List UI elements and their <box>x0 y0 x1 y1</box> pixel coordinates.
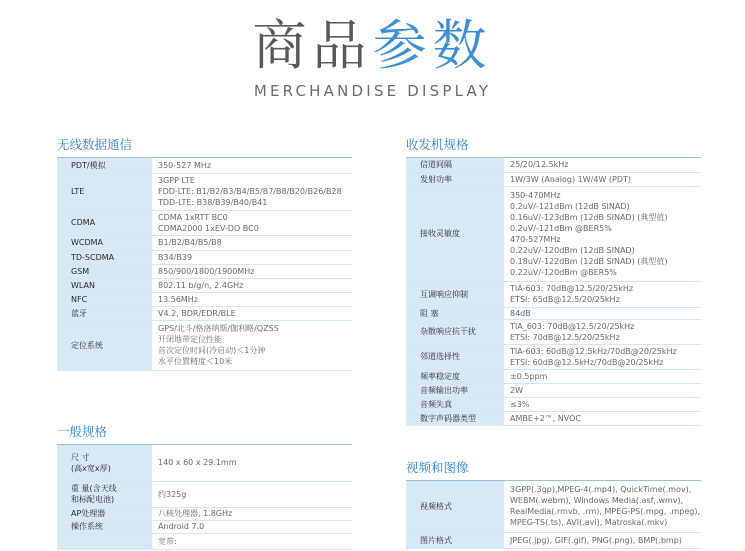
spec-row <box>57 507 352 520</box>
general-section <box>57 423 352 550</box>
spec-value-line: Android 7.0 <box>158 522 205 531</box>
spec-key <box>406 397 504 411</box>
spec-key-text: WLAN <box>71 280 96 290</box>
section-title: 视频和图像 <box>406 460 469 475</box>
spec-key <box>406 481 504 532</box>
radio-spec-table <box>406 158 701 426</box>
spec-value <box>152 173 352 210</box>
spec-value-line: MPEG-TS(.ts), AVI(.avi), Matroska(.mkv) <box>510 518 668 528</box>
spec-value <box>152 533 352 549</box>
spec-key-text: 尺 寸 <box>71 452 90 462</box>
spec-value-line: V4.2, BDR/EDR/BLE <box>158 308 236 318</box>
spec-value-line: TIA-603: 60dB@12.5kHz/70dB@20/25kHz <box>510 346 677 356</box>
spec-key <box>57 445 152 481</box>
spec-value-line: ETSI: 70dB@12.5/20/25kHz <box>510 332 620 342</box>
wireless-spec-table <box>57 158 352 371</box>
spec-value <box>152 292 352 306</box>
spec-key-text: 接收灵敏度 <box>420 229 460 238</box>
spec-value-line: 13.56MHz <box>158 294 199 304</box>
section-title: 无线数据通信 <box>57 137 133 152</box>
spec-value-line: 约325g <box>158 489 187 499</box>
spec-value-line: FDD-LTE: B1/B2/B3/B4/B5/B7/B8/B20/B26/B28 <box>158 187 342 196</box>
spec-row <box>57 250 352 264</box>
spec-key-text: 定位系统 <box>71 340 103 350</box>
spec-row <box>57 264 352 278</box>
spec-value-line: 八核处理器, 1.8GHz <box>158 509 233 518</box>
spec-value-line: 350-470MHz <box>510 190 561 200</box>
spec-value-line: 3GPP LTE <box>158 176 195 185</box>
spec-row <box>57 533 352 549</box>
page-subtitle: MERCHANDISE DISPLAY <box>253 82 492 100</box>
spec-row <box>57 173 352 210</box>
spec-key-text: LTE <box>71 187 85 196</box>
spec-value-line: 3GPP(.3gp),MPEG-4(.mp4), QuickTime(.mov), <box>510 485 692 495</box>
spec-value <box>152 278 352 292</box>
spec-value <box>152 320 352 370</box>
spec-row <box>57 320 352 370</box>
spec-value-line: 0.22uV/-120dBm (12dB SINAD) <box>510 245 635 255</box>
spec-value <box>152 445 352 481</box>
spec-value-line: 25/20/12.5kHz <box>510 160 569 170</box>
spec-value <box>504 532 701 548</box>
spec-row <box>57 235 352 250</box>
wireless-section <box>57 136 352 371</box>
spec-value <box>504 319 701 344</box>
spec-value-line: TDD-LTE: B38/B39/B40/B41 <box>158 198 268 207</box>
spec-row <box>57 481 352 507</box>
radio-section <box>406 136 701 426</box>
spec-value <box>152 481 352 507</box>
spec-value <box>504 307 701 319</box>
spec-value <box>504 172 701 186</box>
spec-key-text: 重 量(含天线 <box>71 484 117 493</box>
media-spec-table <box>406 481 701 549</box>
spec-key <box>57 264 152 278</box>
spec-key-text: 操作系统 <box>71 522 103 531</box>
spec-key-text: 音频失真 <box>420 399 452 409</box>
spec-key <box>406 532 504 548</box>
page-header <box>0 0 745 110</box>
spec-value-line: B1/B2/B4/B5/B8 <box>158 238 222 247</box>
spec-value <box>152 210 352 235</box>
spec-value-line: ETSI: 65dB@12.5/20/25kHz <box>510 295 620 304</box>
spec-value-line: 140 x 60 x 29.1mm <box>158 458 237 468</box>
spec-key <box>406 319 504 344</box>
spec-key <box>406 281 504 307</box>
spec-value <box>504 186 701 281</box>
spec-key-text: 视频格式 <box>420 501 452 511</box>
spec-key-text: 互调响应抑制 <box>420 289 468 299</box>
spec-key <box>57 278 152 292</box>
spec-row <box>57 278 352 292</box>
spec-key-text: PDT/模拟 <box>71 160 106 170</box>
spec-row <box>406 186 701 281</box>
spec-value-line: CDMA2000 1xEV-DO BC0 <box>158 223 259 233</box>
spec-key <box>406 172 504 186</box>
spec-value-line: 0.22uV/-120dBm @BER5% <box>510 267 617 277</box>
page-title <box>0 14 745 78</box>
spec-value <box>504 397 701 411</box>
spec-value-line: 开闭地带定位性能 <box>158 335 222 344</box>
spec-key-text: 邻道选择性 <box>420 352 460 361</box>
spec-value-line: 350-527 MHz <box>158 160 212 170</box>
spec-key-text: 信道间隔 <box>420 160 452 170</box>
spec-key <box>57 320 152 370</box>
spec-row <box>406 307 701 319</box>
spec-key-text: WCDMA <box>71 238 104 247</box>
spec-value-line: 1W/3W (Analog) 1W/4W (PDT) <box>510 174 632 184</box>
spec-key-text: TD-SCDMA <box>71 252 115 262</box>
spec-value <box>504 281 701 307</box>
spec-key-text: 图片格式 <box>420 535 452 545</box>
spec-key-text: GSM <box>71 266 90 276</box>
spec-value <box>152 264 352 278</box>
spec-key <box>406 158 504 172</box>
spec-key-text: 和标配电池) <box>71 495 115 504</box>
spec-value-line: 0.16uV/-123dBm (12dB SINAD) (典型值) <box>510 212 668 222</box>
spec-row <box>406 369 701 383</box>
spec-row <box>406 158 701 172</box>
spec-value <box>504 411 701 425</box>
spec-key <box>57 158 152 173</box>
spec-value-line: 水平位置精度＜10米 <box>158 357 233 366</box>
spec-key-text: 音频输出功率 <box>420 385 468 395</box>
spec-row <box>406 411 701 425</box>
spec-value-line: 850/900/1800/1900MHz <box>158 266 255 276</box>
spec-row <box>57 520 352 533</box>
spec-row <box>57 292 352 306</box>
spec-key-text: 频率稳定度 <box>420 371 460 381</box>
spec-key <box>406 411 504 425</box>
spec-row <box>57 306 352 320</box>
spec-row <box>406 397 701 411</box>
spec-key <box>57 507 152 520</box>
spec-key <box>406 383 504 397</box>
spec-value-line: 首次定位时间(冷启动)＜1分钟 <box>158 346 266 355</box>
spec-key <box>406 307 504 319</box>
section-title: 一般规格 <box>57 424 108 439</box>
spec-key <box>406 186 504 281</box>
spec-value <box>504 158 701 172</box>
spec-key <box>406 369 504 383</box>
spec-value-line: 470-527MHz <box>510 234 561 244</box>
spec-value-line: 84dB <box>510 308 531 318</box>
spec-value-line: B34/B39 <box>158 252 193 262</box>
spec-value <box>152 235 352 250</box>
page-title-accent: 参数 <box>372 14 493 77</box>
spec-key <box>406 344 504 369</box>
spec-row <box>406 344 701 369</box>
spec-key <box>57 533 152 549</box>
spec-key <box>57 173 152 210</box>
spec-value-line: 宽带: <box>158 536 177 546</box>
spec-value-line: TIA-603: 70dB@12.5/20/25kHz <box>510 284 634 293</box>
spec-key <box>57 481 152 507</box>
spec-row <box>406 319 701 344</box>
spec-key-text: 阻 塞 <box>420 308 439 318</box>
spec-key <box>57 210 152 235</box>
spec-value-line: TIA_603: 70dB@12.5/20/25kHz <box>510 321 635 331</box>
spec-value <box>152 507 352 520</box>
spec-row <box>406 172 701 186</box>
spec-row <box>57 210 352 235</box>
spec-value-line: 0.2uV/-121dBm @BER5% <box>510 223 612 233</box>
spec-row <box>57 158 352 173</box>
spec-key <box>57 520 152 533</box>
spec-value <box>152 250 352 264</box>
spec-value-line: ≤3% <box>510 399 530 409</box>
spec-value-line: RealMedia(.rmvb, .rm), MPEG-PS(.mpg, .mpeg), <box>510 507 701 517</box>
spec-key-text: 数字声码器类型 <box>420 413 476 423</box>
spec-value-line: CDMA 1xRTT BC0 <box>158 212 228 222</box>
spec-key-text: 蓝牙 <box>71 308 87 318</box>
section-title: 收发机规格 <box>406 137 469 152</box>
spec-value-line: 2W <box>510 385 523 395</box>
spec-value <box>504 481 701 532</box>
spec-key-text: NFC <box>71 294 88 304</box>
page-title-dark: 商品 <box>252 14 373 77</box>
spec-row <box>406 383 701 397</box>
spec-value-line: ±0.5ppm <box>510 371 548 381</box>
spec-value-line: AMBE+2™, NVOC <box>510 413 581 423</box>
spec-value <box>504 369 701 383</box>
spec-key-text: CDMA <box>71 218 96 227</box>
spec-value <box>152 520 352 533</box>
spec-key <box>57 306 152 320</box>
spec-value-line: 802.11 b/g/n, 2.4GHz <box>158 280 244 290</box>
spec-key-text: 杂散响应抗干扰 <box>420 327 476 336</box>
spec-key-text: AP处理器 <box>71 509 106 518</box>
spec-value-line: 0.2uV/-121dBm (12dB SINAD) <box>510 201 630 211</box>
spec-row <box>406 532 701 548</box>
spec-key <box>57 292 152 306</box>
spec-value-line: ETSI: 60dB@12.5kHz/70dB@20/25kHz <box>510 357 664 367</box>
spec-value <box>504 344 701 369</box>
spec-key-text: 发射功率 <box>420 174 452 184</box>
spec-value <box>504 383 701 397</box>
spec-key <box>57 235 152 250</box>
spec-value <box>152 306 352 320</box>
spec-row <box>406 481 701 532</box>
spec-row <box>57 445 352 481</box>
spec-value-line: GPS/北斗/格洛纳斯/伽利略/QZSS <box>158 324 279 333</box>
media-section <box>406 459 701 549</box>
spec-key <box>57 250 152 264</box>
general-spec-table <box>57 445 352 550</box>
spec-value-line: JPEG(.jpg), GIF(.gif), PNG(.png), BMP(.bmp) <box>510 535 682 545</box>
spec-value-line: WEBM(.webm), Windows Media(.asf,.wmv), <box>510 496 684 506</box>
spec-value <box>152 158 352 173</box>
spec-key-text: (高x宽x厚) <box>71 463 111 473</box>
spec-row <box>406 281 701 307</box>
spec-value-line: 0.18uV/-122dBm (12dB SINAD) (典型值) <box>510 256 668 266</box>
